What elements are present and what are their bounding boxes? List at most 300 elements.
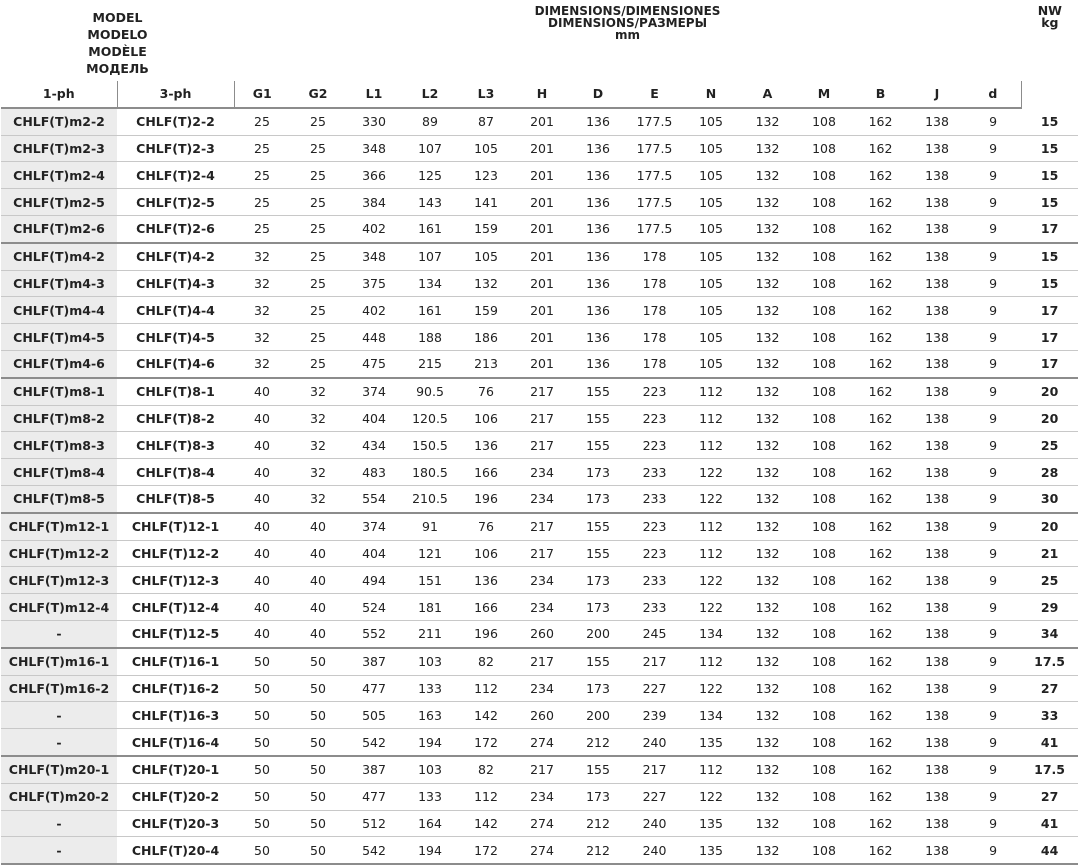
dimension-cell: 162	[852, 837, 909, 864]
dimension-cell: 162	[852, 810, 909, 837]
dimension-cell: 32	[290, 378, 346, 405]
dimension-cell: 240	[626, 729, 683, 756]
dimension-cell: 138	[909, 162, 965, 189]
dimension-cell: 108	[796, 648, 852, 675]
dimension-cell: 9	[965, 675, 1021, 702]
dimension-cell: 25	[290, 324, 346, 351]
dimension-cell: 25	[234, 189, 290, 216]
dimension-cell: 404	[346, 540, 402, 567]
dimension-cell: 178	[626, 270, 683, 297]
model-3ph-cell: CHLF(T)2-5	[117, 189, 234, 216]
dimension-cell: 138	[909, 432, 965, 459]
column-header: L3	[458, 81, 514, 108]
dimension-cell: 155	[570, 378, 626, 405]
dimension-cell: 9	[965, 540, 1021, 567]
dimension-cell: 122	[683, 459, 739, 486]
dimension-cell: 40	[234, 405, 290, 432]
dimension-cell: 227	[626, 675, 683, 702]
dimension-cell: 32	[290, 459, 346, 486]
dimension-cell: 233	[626, 594, 683, 621]
dimension-cell: 201	[514, 135, 570, 162]
dimension-cell: 166	[458, 459, 514, 486]
dimension-cell: 173	[570, 567, 626, 594]
dimension-cell: 274	[514, 729, 570, 756]
dimension-cell: 375	[346, 270, 402, 297]
table-row	[1, 648, 1078, 675]
dimension-cell: 162	[852, 729, 909, 756]
dimension-cell: 141	[458, 189, 514, 216]
dimension-cell: 108	[796, 513, 852, 540]
dimension-cell: 387	[346, 756, 402, 783]
dimension-cell: 50	[234, 702, 290, 729]
dimension-cell: 138	[909, 837, 965, 864]
dimension-cell: 9	[965, 783, 1021, 810]
dimension-cell: 132	[739, 135, 796, 162]
dimension-cell: 132	[458, 270, 514, 297]
dimension-cell: 105	[683, 189, 739, 216]
dimension-cell: 25	[234, 162, 290, 189]
dimension-cell: 50	[234, 729, 290, 756]
model-1ph-cell: CHLF(T)m20-2	[1, 783, 117, 810]
dimension-cell: 162	[852, 162, 909, 189]
dimension-cell: 40	[234, 620, 290, 647]
dimension-cell: 135	[683, 810, 739, 837]
weight-cell: 15	[1021, 108, 1078, 135]
dimension-cell: 40	[234, 459, 290, 486]
dimension-cell: 103	[402, 756, 458, 783]
dimension-cell: 138	[909, 756, 965, 783]
dimension-cell: 132	[739, 783, 796, 810]
dimension-cell: 132	[739, 810, 796, 837]
dimension-cell: 132	[739, 108, 796, 135]
dimension-cell: 234	[514, 485, 570, 512]
model-1ph-cell: CHLF(T)m4-4	[1, 297, 117, 324]
dimension-cell: 136	[570, 297, 626, 324]
dimension-cell: 132	[739, 215, 796, 242]
dimension-cell: 40	[290, 620, 346, 647]
dimension-cell: 25	[234, 135, 290, 162]
dimension-cell: 223	[626, 540, 683, 567]
table-row	[1, 783, 1078, 810]
dimension-cell: 138	[909, 297, 965, 324]
model-header-line: МОДЕЛЬ	[86, 61, 149, 76]
dimension-cell: 108	[796, 432, 852, 459]
dimension-cell: 138	[909, 243, 965, 270]
dimension-cell: 9	[965, 567, 1021, 594]
dimension-cell: 82	[458, 648, 514, 675]
dimension-cell: 105	[683, 135, 739, 162]
model-1ph-cell: -	[1, 810, 117, 837]
dimension-cell: 9	[965, 432, 1021, 459]
dimension-cell: 25	[290, 270, 346, 297]
dimension-cell: 155	[570, 405, 626, 432]
dimension-cell: 76	[458, 378, 514, 405]
model-header-line: MODÈLE	[88, 44, 147, 59]
table-row	[1, 837, 1078, 864]
dimension-cell: 40	[234, 594, 290, 621]
dimension-cell: 162	[852, 675, 909, 702]
dimension-cell: 150.5	[402, 432, 458, 459]
dimension-cell: 132	[739, 675, 796, 702]
dimension-cell: 108	[796, 756, 852, 783]
dimension-cell: 105	[683, 270, 739, 297]
dimension-cell: 177.5	[626, 162, 683, 189]
dimension-cell: 477	[346, 675, 402, 702]
dimension-cell: 162	[852, 135, 909, 162]
dimension-cell: 524	[346, 594, 402, 621]
model-1ph-cell: CHLF(T)m12-4	[1, 594, 117, 621]
dimension-cell: 387	[346, 648, 402, 675]
dimension-cell: 138	[909, 675, 965, 702]
dimension-cell: 162	[852, 432, 909, 459]
dimension-cell: 177.5	[626, 215, 683, 242]
dimension-cell: 108	[796, 350, 852, 377]
dimension-cell: 133	[402, 675, 458, 702]
dimension-cell: 105	[683, 162, 739, 189]
dimension-cell: 132	[739, 540, 796, 567]
column-header: L1	[346, 81, 402, 108]
weight-cell: 25	[1021, 432, 1078, 459]
dimension-cell: 9	[965, 378, 1021, 405]
weight-unit: kg	[1041, 15, 1059, 30]
model-3ph-cell: CHLF(T)4-2	[117, 243, 234, 270]
model-1ph-cell: -	[1, 620, 117, 647]
dimension-cell: 40	[290, 567, 346, 594]
dimension-cell: 108	[796, 162, 852, 189]
dimension-cell: 122	[683, 485, 739, 512]
column-header: H	[514, 81, 570, 108]
dimension-cell: 178	[626, 324, 683, 351]
model-3ph-cell: CHLF(T)20-2	[117, 783, 234, 810]
dimension-cell: 132	[739, 162, 796, 189]
dimension-cell: 448	[346, 324, 402, 351]
table-row	[1, 756, 1078, 783]
column-header: B	[852, 81, 909, 108]
model-1ph-cell: CHLF(T)m2-2	[1, 108, 117, 135]
weight-cell: 21	[1021, 540, 1078, 567]
dimension-cell: 217	[514, 540, 570, 567]
dimension-cell: 196	[458, 620, 514, 647]
dimension-cell: 143	[402, 189, 458, 216]
dimension-cell: 217	[514, 648, 570, 675]
dimension-cell: 260	[514, 620, 570, 647]
dimension-cell: 384	[346, 189, 402, 216]
model-3ph-cell: CHLF(T)4-5	[117, 324, 234, 351]
table-body	[1, 108, 1078, 864]
dimension-cell: 136	[570, 270, 626, 297]
dimension-cell: 240	[626, 810, 683, 837]
dimension-cell: 201	[514, 108, 570, 135]
weight-cell: 30	[1021, 485, 1078, 512]
weight-header-line: NW	[1037, 3, 1062, 18]
model-1ph-cell: CHLF(T)m4-6	[1, 350, 117, 377]
dimension-cell: 50	[234, 675, 290, 702]
dimension-cell: 108	[796, 378, 852, 405]
dimension-cell: 50	[234, 756, 290, 783]
dimension-cell: 162	[852, 189, 909, 216]
model-3ph-cell: CHLF(T)2-4	[117, 162, 234, 189]
dimension-cell: 50	[290, 702, 346, 729]
model-1ph-cell: CHLF(T)m2-6	[1, 215, 117, 242]
dimension-cell: 25	[290, 189, 346, 216]
dimension-cell: 40	[234, 378, 290, 405]
dimension-cell: 108	[796, 702, 852, 729]
dimension-cell: 76	[458, 513, 514, 540]
dimension-cell: 162	[852, 783, 909, 810]
dimension-cell: 274	[514, 810, 570, 837]
model-3ph-cell: CHLF(T)20-4	[117, 837, 234, 864]
dimension-cell: 108	[796, 459, 852, 486]
dimension-cell: 177.5	[626, 135, 683, 162]
dimension-cell: 227	[626, 783, 683, 810]
dimension-cell: 162	[852, 215, 909, 242]
table-row	[1, 729, 1078, 756]
dimension-cell: 132	[739, 324, 796, 351]
dimension-cell: 138	[909, 810, 965, 837]
model-3ph-cell: CHLF(T)12-4	[117, 594, 234, 621]
dimension-cell: 138	[909, 783, 965, 810]
dimension-cell: 112	[683, 540, 739, 567]
dimension-cell: 133	[402, 783, 458, 810]
dimension-cell: 132	[739, 243, 796, 270]
dimension-cell: 9	[965, 350, 1021, 377]
model-1ph-cell: CHLF(T)m12-1	[1, 513, 117, 540]
dimension-cell: 138	[909, 215, 965, 242]
model-1ph-cell: CHLF(T)m2-4	[1, 162, 117, 189]
dimension-cell: 120.5	[402, 405, 458, 432]
dimension-cell: 217	[514, 378, 570, 405]
dimension-cell: 162	[852, 702, 909, 729]
table-row	[1, 485, 1078, 512]
dimension-cell: 151	[402, 567, 458, 594]
dimension-cell: 177.5	[626, 108, 683, 135]
dimension-cell: 138	[909, 108, 965, 135]
dimension-cell: 108	[796, 108, 852, 135]
dimension-cell: 122	[683, 567, 739, 594]
dimension-cell: 105	[683, 350, 739, 377]
dimension-cell: 132	[739, 405, 796, 432]
dimensions-header-line: DIMENSIONS/РАЗМЕРЫ	[548, 16, 708, 30]
table-row	[1, 702, 1078, 729]
dimension-cell: 32	[234, 350, 290, 377]
model-3ph-cell: CHLF(T)8-2	[117, 405, 234, 432]
dimension-cell: 136	[458, 567, 514, 594]
dimension-cell: 40	[234, 432, 290, 459]
model-1ph-cell: -	[1, 702, 117, 729]
dimension-cell: 25	[290, 135, 346, 162]
dimension-cell: 132	[739, 270, 796, 297]
weight-cell: 15	[1021, 189, 1078, 216]
dimension-cell: 112	[683, 378, 739, 405]
dimension-cell: 201	[514, 270, 570, 297]
dimension-cell: 9	[965, 810, 1021, 837]
dimension-cell: 135	[683, 837, 739, 864]
dimension-cell: 50	[290, 675, 346, 702]
dimension-cell: 348	[346, 135, 402, 162]
dimension-cell: 212	[570, 837, 626, 864]
dimension-cell: 132	[739, 350, 796, 377]
dimension-cell: 112	[683, 405, 739, 432]
dimension-cell: 9	[965, 459, 1021, 486]
dimension-cell: 201	[514, 350, 570, 377]
dimension-cell: 180.5	[402, 459, 458, 486]
dimension-cell: 234	[514, 567, 570, 594]
dimension-cell: 108	[796, 135, 852, 162]
model-3ph-cell: CHLF(T)2-3	[117, 135, 234, 162]
dimension-cell: 178	[626, 350, 683, 377]
dimension-cell: 142	[458, 810, 514, 837]
model-1ph-cell: -	[1, 837, 117, 864]
dimension-cell: 162	[852, 485, 909, 512]
column-header: M	[796, 81, 852, 108]
model-3ph-cell: CHLF(T)4-4	[117, 297, 234, 324]
dimension-cell: 9	[965, 270, 1021, 297]
dimension-cell: 108	[796, 215, 852, 242]
dimension-cell: 9	[965, 729, 1021, 756]
dimension-cell: 108	[796, 675, 852, 702]
model-1ph-cell: CHLF(T)m8-5	[1, 485, 117, 512]
model-3ph-cell: CHLF(T)12-2	[117, 540, 234, 567]
dimension-cell: 50	[290, 756, 346, 783]
weight-cell: 27	[1021, 675, 1078, 702]
dimension-cell: 105	[683, 324, 739, 351]
model-3ph-cell: CHLF(T)16-4	[117, 729, 234, 756]
model-3ph-cell: CHLF(T)2-6	[117, 215, 234, 242]
dimension-cell: 194	[402, 729, 458, 756]
weight-cell: 25	[1021, 567, 1078, 594]
dimension-cell: 132	[739, 378, 796, 405]
dimension-cell: 402	[346, 297, 402, 324]
dimension-cell: 374	[346, 513, 402, 540]
dimension-cell: 32	[234, 243, 290, 270]
dimension-cell: 164	[402, 810, 458, 837]
weight-cell: 41	[1021, 810, 1078, 837]
dimension-cell: 173	[570, 459, 626, 486]
dimension-cell: 9	[965, 594, 1021, 621]
dimension-cell: 240	[626, 837, 683, 864]
model-3ph-cell: CHLF(T)2-2	[117, 108, 234, 135]
dimension-cell: 162	[852, 405, 909, 432]
dimension-cell: 40	[290, 540, 346, 567]
model-3ph-cell: CHLF(T)16-2	[117, 675, 234, 702]
dimension-cell: 138	[909, 594, 965, 621]
dimension-cell: 132	[739, 189, 796, 216]
dimension-cell: 217	[514, 432, 570, 459]
dimension-cell: 108	[796, 270, 852, 297]
dimension-cell: 162	[852, 297, 909, 324]
model-1ph-cell: CHLF(T)m2-3	[1, 135, 117, 162]
table-row	[1, 378, 1078, 405]
dimension-cell: 505	[346, 702, 402, 729]
dimension-cell: 213	[458, 350, 514, 377]
table-row	[1, 108, 1078, 135]
weight-cell: 15	[1021, 270, 1078, 297]
dimension-cell: 132	[739, 459, 796, 486]
dimension-cell: 196	[458, 485, 514, 512]
dimension-cell: 542	[346, 837, 402, 864]
model-1ph-cell: CHLF(T)m16-2	[1, 675, 117, 702]
table-row	[1, 675, 1078, 702]
dimension-cell: 9	[965, 837, 1021, 864]
dimension-cell: 201	[514, 215, 570, 242]
dimension-cell: 40	[290, 513, 346, 540]
dimension-cell: 217	[514, 756, 570, 783]
dimension-cell: 162	[852, 756, 909, 783]
dimension-cell: 234	[514, 675, 570, 702]
dimension-cell: 108	[796, 243, 852, 270]
dimension-cell: 108	[796, 783, 852, 810]
weight-cell: 33	[1021, 702, 1078, 729]
dimension-cell: 212	[570, 810, 626, 837]
dimension-cell: 162	[852, 243, 909, 270]
single-phase-header: 1-ph	[1, 81, 117, 108]
dimension-cell: 173	[570, 594, 626, 621]
weight-cell: 41	[1021, 729, 1078, 756]
dimension-cell: 9	[965, 324, 1021, 351]
dimension-cell: 40	[234, 485, 290, 512]
dimension-cell: 188	[402, 324, 458, 351]
dimension-cell: 162	[852, 324, 909, 351]
dimension-cell: 50	[290, 729, 346, 756]
column-header: N	[683, 81, 739, 108]
dimension-cell: 112	[683, 648, 739, 675]
column-header: G2	[290, 81, 346, 108]
model-3ph-cell: CHLF(T)8-1	[117, 378, 234, 405]
dimension-cell: 542	[346, 729, 402, 756]
dimension-cell: 105	[683, 297, 739, 324]
dimension-cell: 32	[234, 297, 290, 324]
dimension-cell: 105	[683, 243, 739, 270]
dimension-cell: 348	[346, 243, 402, 270]
weight-cell: 20	[1021, 378, 1078, 405]
dimension-cell: 50	[290, 810, 346, 837]
model-1ph-cell: CHLF(T)m12-2	[1, 540, 117, 567]
column-header: J	[909, 81, 965, 108]
column-header-row	[1, 81, 1078, 108]
table-row	[1, 540, 1078, 567]
dimension-cell: 134	[402, 270, 458, 297]
column-header: G1	[234, 81, 290, 108]
dimension-cell: 234	[514, 594, 570, 621]
dimension-cell: 201	[514, 243, 570, 270]
weight-cell: 17	[1021, 350, 1078, 377]
dimension-cell: 107	[402, 243, 458, 270]
weight-cell: 44	[1021, 837, 1078, 864]
model-3ph-cell: CHLF(T)12-1	[117, 513, 234, 540]
model-header-line: MODELO	[87, 27, 148, 42]
weight-cell: 27	[1021, 783, 1078, 810]
column-header: A	[739, 81, 796, 108]
dimension-cell: 162	[852, 378, 909, 405]
dimension-cell: 138	[909, 485, 965, 512]
dimension-cell: 108	[796, 485, 852, 512]
dimension-cell: 25	[290, 162, 346, 189]
weight-cell: 28	[1021, 459, 1078, 486]
dimension-cell: 108	[796, 810, 852, 837]
dimension-cell: 9	[965, 189, 1021, 216]
dimension-cell: 103	[402, 648, 458, 675]
dimension-cell: 25	[234, 215, 290, 242]
dimension-cell: 552	[346, 620, 402, 647]
dimension-cell: 136	[570, 324, 626, 351]
dimension-cell: 136	[570, 350, 626, 377]
dimension-cell: 475	[346, 350, 402, 377]
dimension-cell: 134	[683, 702, 739, 729]
dimension-cell: 173	[570, 485, 626, 512]
dimension-cell: 477	[346, 783, 402, 810]
model-1ph-cell: CHLF(T)m2-5	[1, 189, 117, 216]
dimension-cell: 138	[909, 350, 965, 377]
